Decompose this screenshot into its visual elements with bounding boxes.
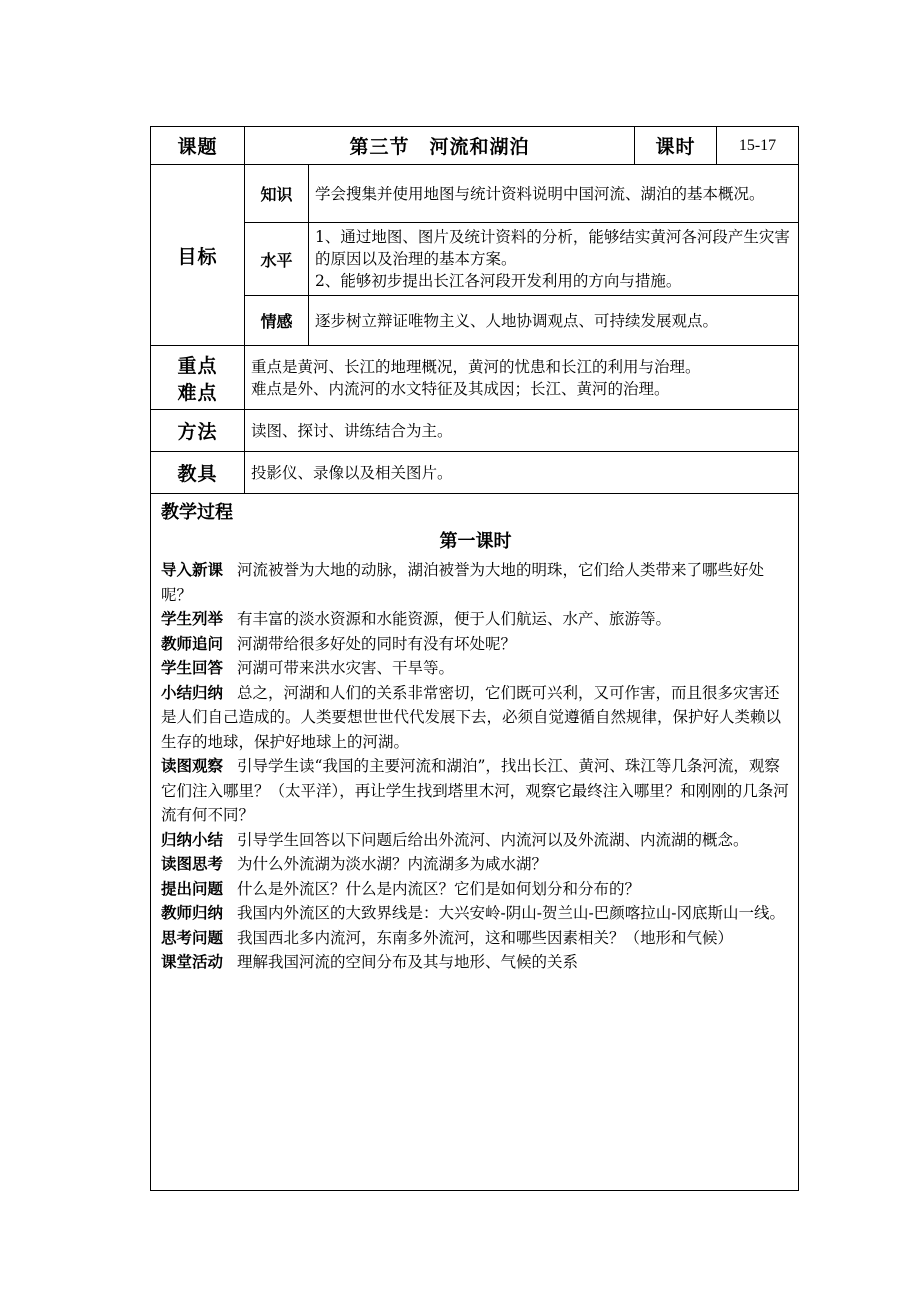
- process-step-text: 有丰富的淡水资源和水能资源，便于人们航运、水产、旅游等。: [237, 610, 672, 628]
- process-step-text: 总之，河湖和人们的关系非常密切，它们既可兴利，又可作害，而且很多灾害还是人们自己造成的。人类要想世世代代发展下去，必须自觉遵循自然规律，保护好人类赖以生存的地球，保护好地球上的河湖。: [161, 683, 782, 751]
- process-step-text: 河湖带给很多好处的同时有没有坏处呢？: [237, 634, 517, 653]
- process-step-label: 读图观察: [161, 757, 224, 775]
- lesson-plan-table: [150, 126, 799, 1191]
- process-step: [161, 754, 790, 828]
- skill-line-1: 1、通过地图、图片及统计资料的分析，能够结实黄河各河段产生灾害的原因以及治理的基本方案。: [315, 228, 790, 268]
- key-point-line-1: 重点是黄河、长江的地理概况，黄河的忧患和长江的利用与治理。: [251, 357, 701, 376]
- process-step-text: 河湖可带来洪水灾害、干旱等。: [237, 659, 455, 677]
- process-step: [161, 656, 790, 681]
- process-row: [151, 494, 799, 1191]
- process-step-text: 引导学生读“我国的主要河流和湖泊”，找出长江、黄河、珠江等几条河流，观察它们注入哪里？（太平洋），再让学生找到塔里木河，观察它最终注入哪里？和刚刚的几条河流有何不同？: [161, 757, 789, 824]
- goal-skill-row: [151, 223, 799, 296]
- process-step: [161, 681, 790, 755]
- process-title: 教学过程: [161, 502, 233, 523]
- process-step-text: 河流被誉为大地的动脉，湖泊被誉为大地的明珠，它们给人类带来了哪些好处呢？: [161, 561, 765, 604]
- knowledge-text: 学会搜集并使用地图与统计资料说明中国河流、湖泊的基本概况。: [309, 165, 799, 223]
- process-step: [161, 632, 790, 657]
- process-step-label: 导入新课: [161, 561, 224, 579]
- process-step-label: 学生回答: [161, 659, 224, 677]
- process-step-label: 归纳小结: [161, 830, 224, 849]
- process-step-text: 为什么外流湖为淡水湖？内流湖多为咸水湖？: [237, 855, 548, 873]
- process-step-label: 教师追问: [161, 634, 224, 653]
- process-step-text: 什么是外流区？什么是内流区？它们是如何划分和分布的？: [237, 879, 641, 898]
- key-points-label-line-2: 难点: [177, 381, 218, 404]
- knowledge-label: 知识: [245, 165, 309, 223]
- process-step-text: 理解我国河流的空间分布及其与地形、气候的关系: [237, 953, 579, 971]
- hours-label: 课时: [635, 127, 717, 165]
- emotion-label: 情感: [245, 296, 309, 346]
- process-step: [161, 558, 790, 607]
- process-step: [161, 852, 790, 877]
- topic-label: 课题: [151, 127, 245, 165]
- goal-emotion-row: [151, 296, 799, 346]
- process-step-text: 引导学生回答以下问题后给出外流河、内流河以及外流湖、内流湖的概念。: [237, 830, 749, 849]
- method-text: 读图、探讨、讲练结合为主。: [245, 410, 799, 452]
- topic-value: 第三节 河流和湖泊: [245, 127, 635, 165]
- method-row: [151, 410, 799, 452]
- process-step: [161, 901, 790, 926]
- process-step: [161, 877, 790, 902]
- process-step: [161, 828, 790, 853]
- goal-knowledge-row: [151, 165, 799, 223]
- process-step-label: 学生列举: [161, 610, 224, 628]
- process-step-label: 提出问题: [161, 879, 224, 898]
- process-step-text: 我国内外流区的大致界线是：大兴安岭-阴山-贺兰山-巴颜喀拉山-冈底斯山一线。: [237, 904, 785, 922]
- process-cell: [151, 494, 799, 1191]
- skill-line-2: 2、能够初步提出长江各河段开发利用的方向与措施。: [315, 272, 682, 290]
- process-step-text: 我国西北多内流河，东南多外流河，这和哪些因素相关？（地形和气候）: [237, 928, 734, 947]
- key-points-label-line-1: 重点: [177, 354, 218, 377]
- emotion-text: 逐步树立辩证唯物主义、人地协调观点、可持续发展观点。: [309, 296, 799, 346]
- tools-text: 投影仪、录像以及相关图片。: [245, 452, 799, 494]
- process-step-label: 小结归纳: [161, 683, 224, 702]
- lesson-plan-document: [150, 126, 798, 1191]
- key-point-line-2: 难点是外、内流河的水文特征及其成因；长江、黄河的治理。: [251, 379, 670, 398]
- key-points-label: [151, 346, 245, 410]
- process-step: [161, 950, 790, 975]
- process-step: [161, 926, 790, 951]
- process-step-label: 教师归纳: [161, 904, 224, 922]
- lesson-title: 第一课时: [439, 531, 512, 552]
- goals-label: 目标: [151, 165, 245, 346]
- tools-row: [151, 452, 799, 494]
- key-points-text: [245, 346, 799, 410]
- header-row: [151, 127, 799, 165]
- process-step: [161, 607, 790, 632]
- hours-value: 15-17: [717, 127, 799, 165]
- skill-text: [309, 223, 799, 296]
- process-steps: [161, 558, 790, 975]
- key-points-row: [151, 346, 799, 410]
- skill-label: 水平: [245, 223, 309, 296]
- process-step-label: 课堂活动: [161, 953, 224, 971]
- process-step-label: 思考问题: [161, 928, 224, 947]
- process-step-label: 读图思考: [161, 855, 224, 873]
- tools-label: 教具: [151, 452, 245, 494]
- method-label: 方法: [151, 410, 245, 452]
